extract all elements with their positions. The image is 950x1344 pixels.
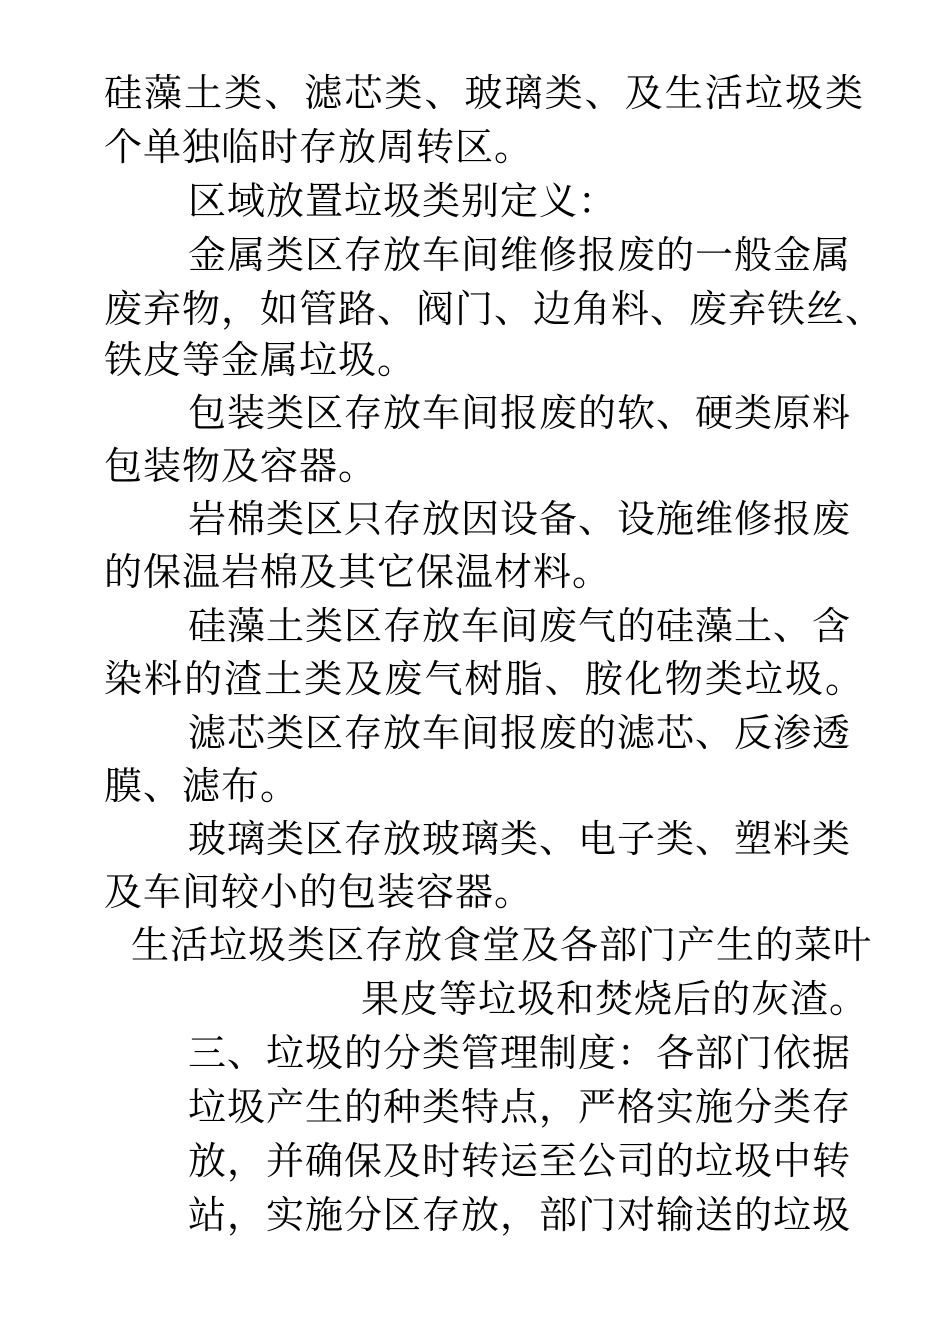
- text-line-19: 三、垃圾的分类管理制度：各部门依据: [188, 1031, 852, 1075]
- text-line-12: 染料的渣土类及废气树脂、胺化物类垃圾。: [104, 657, 864, 701]
- text-line-17: 生活垃圾类区存放食堂及各部门产生的菜叶: [131, 923, 873, 967]
- text-line-1: 硅藻土类、滤芯类、玻璃类、及生活垃圾类: [104, 71, 864, 115]
- text-line-8: 包装物及容器。: [104, 444, 378, 488]
- text-line-10: 的保温岩棉及其它保温材料。: [104, 550, 612, 594]
- text-line-4: 金属类区存放车间维修报废的一般金属: [188, 233, 852, 277]
- text-line-5: 废弃物，如管路、阀门、边角料、废弃铁丝、: [104, 287, 885, 331]
- text-line-7: 包装类区存放车间报废的软、硬类原料: [188, 391, 852, 435]
- text-line-21: 放，并确保及时转运至公司的垃圾中转: [188, 1139, 852, 1183]
- text-line-6: 铁皮等金属垃圾。: [104, 338, 417, 382]
- text-line-18: 果皮等垃圾和焚烧后的灰渣。: [361, 977, 869, 1021]
- text-line-22: 站，实施分区存放，部门对输送的垃圾: [188, 1193, 852, 1237]
- text-line-16: 及车间较小的包装容器。: [104, 870, 534, 914]
- text-line-15: 玻璃类区存放玻璃类、电子类、塑料类: [188, 817, 852, 861]
- text-line-9: 岩棉类区只存放因设备、设施维修报废: [188, 497, 852, 541]
- text-line-2: 个单独临时存放周转区。: [104, 125, 534, 169]
- text-line-20: 垃圾产生的种类特点，严格实施分类存: [188, 1085, 852, 1129]
- text-line-13: 滤芯类区存放车间报废的滤芯、反渗透: [188, 711, 852, 755]
- text-line-11: 硅藻土类区存放车间废气的硅藻土、含: [188, 604, 852, 648]
- text-line-14: 膜、滤布。: [104, 764, 300, 808]
- section-heading: 区域放置垃圾类别定义：: [188, 179, 618, 223]
